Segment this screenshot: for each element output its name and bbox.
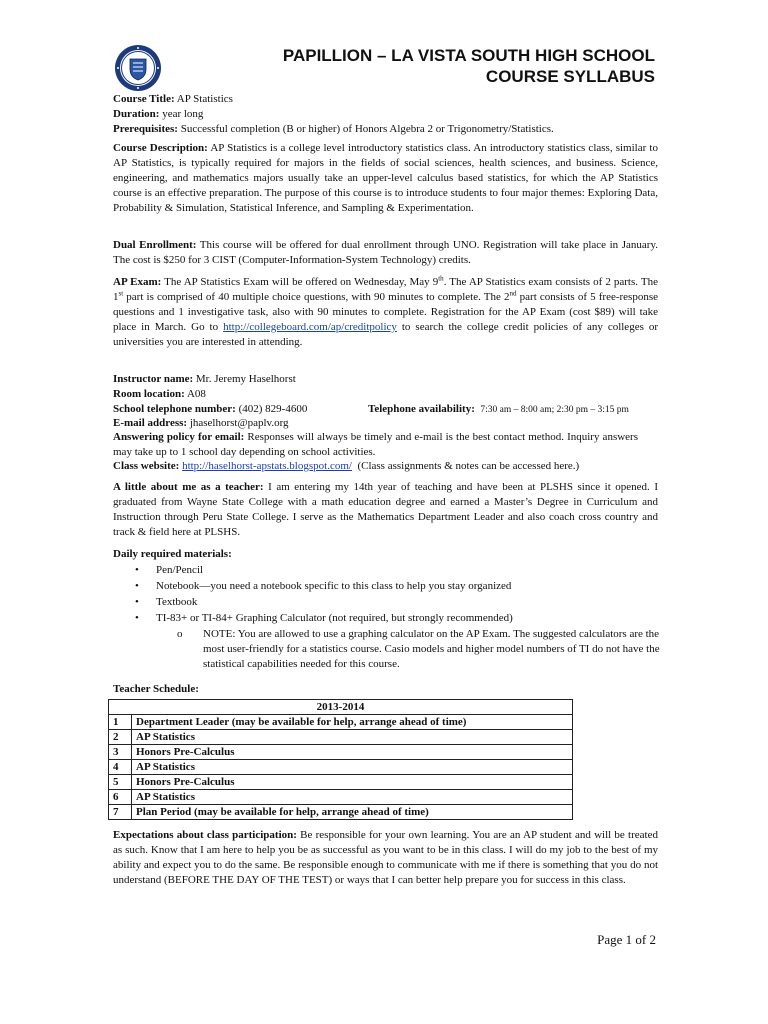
class-website-label: Class website: bbox=[113, 460, 180, 472]
table-row bbox=[109, 745, 573, 760]
bullet-icon: • bbox=[135, 612, 139, 624]
circle-bullet-icon: o bbox=[177, 628, 183, 640]
dual-enrollment-text: This course will be offered for dual enrollment through UNO. Registration will take place in January. The cost is $250 for 3 CIST (Computer-Information-System Technology) credits. bbox=[113, 239, 658, 266]
ap-exam-text: part is comprised of 40 multiple choice questions, with 90 minutes to complete. The 2 bbox=[123, 291, 510, 303]
room-location-label: Room location: bbox=[113, 388, 185, 400]
table-row bbox=[109, 730, 573, 745]
creditpolicy-link[interactable]: http://collegeboard.com/ap/creditpolicy bbox=[223, 321, 397, 333]
course-description-text: AP Statistics is a college level introductory statistics class. An introductory statistics class, similar to AP Statistics, is typically required for majors in the fields of social sciences, health sciences, and business. Science, engineering, and mathematics majors usually take an upper-level calculus based statistics, for which the AP Statistics course is an effective preparation. The purpose of this course is to introduce students to four major themes: Exploring Data, Probability & Simulation, Statistical Inference, and Sampling & Experimentation. bbox=[113, 142, 658, 214]
period-description: Honors Pre-Calculus bbox=[132, 745, 573, 760]
availability-value: 7:30 am – 8:00 am; 2:30 pm – 3:15 pm bbox=[480, 405, 629, 415]
expectations-label: Expectations about class participation: bbox=[113, 829, 297, 841]
school-crest-icon bbox=[114, 44, 162, 92]
instructor-name bbox=[113, 372, 658, 387]
document-title: COURSE SYLLABUS bbox=[485, 67, 655, 86]
table-row bbox=[109, 775, 573, 790]
class-website bbox=[113, 459, 658, 474]
instructor-name-label: Instructor name: bbox=[113, 373, 194, 385]
ap-exam-text: The AP Statistics Exam will be offered on Wednesday, May 9 bbox=[164, 276, 439, 288]
about-teacher-text: I am entering my 14th year of teaching and have been at PLSHS since it opened. I graduated from Wayne State College with a math education degree and earned a Master’s Degree in Curriculum and Instruction through Peru State College. I serve as the Mathematics Department Leader and also coach cross country and track & field here at PLSHS. bbox=[113, 481, 658, 538]
about-teacher-label: A little about me as a teacher: bbox=[113, 481, 264, 493]
ap-exam-label: AP Exam: bbox=[113, 276, 162, 288]
duration-label: Duration: bbox=[113, 108, 160, 120]
bullet-icon: • bbox=[135, 596, 139, 608]
materials-heading: Daily required materials: bbox=[113, 548, 232, 560]
list-item bbox=[113, 563, 658, 579]
ordinal-suffix: th bbox=[438, 274, 444, 283]
list-item bbox=[113, 611, 658, 627]
course-title-value: AP Statistics bbox=[176, 93, 233, 105]
class-website-link[interactable]: http://haselhorst-apstats.blogspot.com/ bbox=[182, 460, 352, 472]
expectations-text: Be responsible for your own learning. You are an AP student and will be treated as such. Know that I am here to help you be as successful as you want to be in this class. I will do my job to the best of my ability and expect you to do the same. Be responsible enough to communicate with me if there is something that you do not understand (BEFORE THE DAY OF THE TEST) or ways that I can better help prepare you for success in this class. bbox=[113, 829, 658, 886]
teacher-schedule-table bbox=[108, 699, 573, 820]
period-number: 3 bbox=[109, 745, 132, 760]
period-description: AP Statistics bbox=[132, 790, 573, 805]
duration-value: year long bbox=[162, 108, 204, 120]
dual-enrollment bbox=[113, 238, 658, 268]
period-number: 6 bbox=[109, 790, 132, 805]
class-website-note: (Class assignments & notes can be accessed here.) bbox=[357, 460, 580, 472]
ap-exam-text: to search the college credit policies of any colleges or universities you are interested in attending. bbox=[113, 321, 658, 348]
prerequisites-value: Successful completion (B or higher) of Honors Algebra 2 or Trigonometry/Statistics. bbox=[180, 123, 554, 135]
phone-value: (402) 829-4600 bbox=[238, 403, 308, 415]
period-number: 7 bbox=[109, 805, 132, 820]
list-item-text: Pen/Pencil bbox=[156, 564, 204, 576]
availability-label: Telephone availability: bbox=[368, 403, 475, 415]
table-row bbox=[109, 760, 573, 775]
period-description: AP Statistics bbox=[132, 730, 573, 745]
list-item-text: TI-83+ or TI-84+ Graphing Calculator (not required, but strongly recommended) bbox=[156, 612, 513, 624]
ap-exam-text: . The AP Statistics exam consists of 2 parts. The 1 bbox=[113, 276, 658, 303]
course-title-label: Course Title: bbox=[113, 93, 175, 105]
bullet-icon: • bbox=[135, 564, 139, 576]
phone-label: School telephone number: bbox=[113, 403, 236, 415]
list-item bbox=[113, 579, 658, 595]
school-name: PAPILLION – LA VISTA SOUTH HIGH SCHOOL bbox=[282, 46, 655, 65]
period-description: Honors Pre-Calculus bbox=[132, 775, 573, 790]
about-teacher bbox=[113, 480, 658, 540]
email-policy-label: Answering policy for email: bbox=[113, 431, 245, 443]
schedule-heading: Teacher Schedule: bbox=[113, 683, 199, 695]
period-number: 5 bbox=[109, 775, 132, 790]
course-description-label: Course Description: bbox=[113, 142, 208, 154]
list-item-text: Notebook—you need a notebook specific to this class to help you stay organized bbox=[156, 580, 512, 592]
prerequisites-label: Prerequisites: bbox=[113, 123, 178, 135]
list-item-text: Textbook bbox=[156, 596, 198, 608]
list-item bbox=[113, 595, 658, 611]
room-location bbox=[113, 387, 658, 402]
room-location-value: A08 bbox=[186, 388, 206, 400]
instructor-name-value: Mr. Jeremy Haselhorst bbox=[195, 373, 296, 385]
materials-list bbox=[113, 563, 658, 627]
email-address bbox=[113, 416, 658, 431]
calculator-note-text: NOTE: You are allowed to use a graphing calculator on the AP Exam. The suggested calculators are the most user-friendly for a statistics course. Casio models and higher model numbers of TI do not have the statistical capabilities needed for this course. bbox=[203, 628, 660, 670]
period-number: 1 bbox=[109, 715, 132, 730]
page-number: Page 1 of 2 bbox=[597, 932, 656, 947]
period-description: Department Leader (may be available for help, arrange ahead of time) bbox=[132, 715, 573, 730]
course-info bbox=[113, 92, 658, 137]
school-telephone bbox=[113, 402, 658, 417]
ordinal-suffix: nd bbox=[509, 289, 517, 298]
ap-exam bbox=[113, 275, 658, 350]
email-value: jhaselhorst@paplv.org bbox=[189, 417, 289, 429]
table-header-row bbox=[109, 700, 573, 715]
schedule-year: 2013-2014 bbox=[109, 700, 573, 715]
expectations bbox=[113, 828, 658, 888]
period-number: 4 bbox=[109, 760, 132, 775]
email-policy-text: Responses will always be timely and e-mail is the best contact method. Inquiry answers may take up to 1 school day depending on school activities. bbox=[113, 431, 638, 458]
period-description: Plan Period (may be available for help, arrange ahead of time) bbox=[132, 805, 573, 820]
ap-exam-text: part consists of 5 free-response questions and 1 investigative task, also with 90 minutes to complete. Registration for the AP Exam (cost $89) will take place in March. Go to bbox=[113, 291, 658, 333]
course-description bbox=[113, 141, 658, 216]
dual-enrollment-label: Dual Enrollment: bbox=[113, 239, 197, 251]
table-row bbox=[109, 805, 573, 820]
email-label: E-mail address: bbox=[113, 417, 188, 429]
bullet-icon: • bbox=[135, 580, 139, 592]
table-row bbox=[109, 715, 573, 730]
period-number: 2 bbox=[109, 730, 132, 745]
table-row bbox=[109, 790, 573, 805]
page-header bbox=[200, 45, 655, 87]
period-description: AP Statistics bbox=[132, 760, 573, 775]
email-policy bbox=[113, 430, 638, 460]
ordinal-suffix: st bbox=[118, 289, 124, 298]
